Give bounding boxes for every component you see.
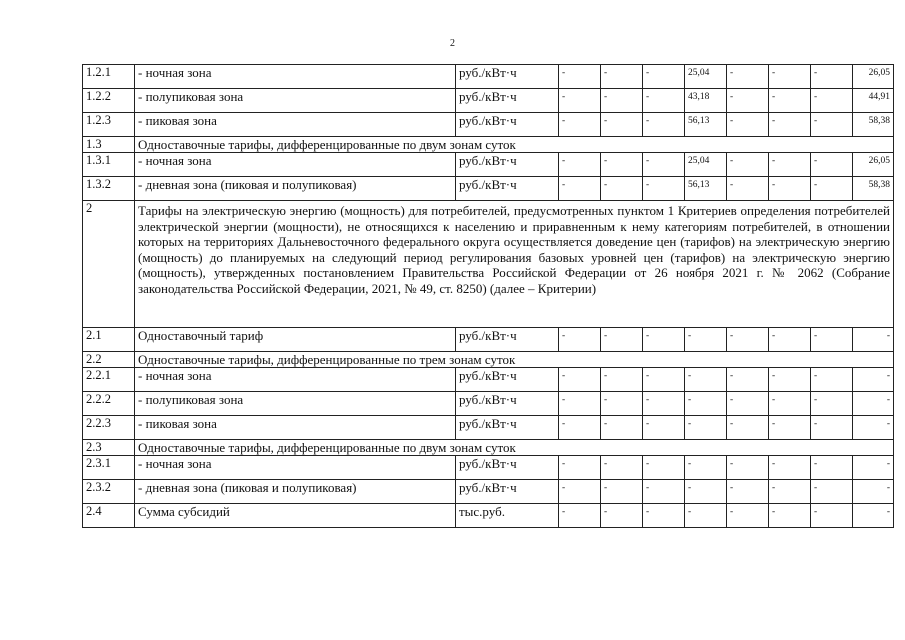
row-value: 56,13 [685,113,727,137]
row-value: - [643,456,685,480]
row-value: - [643,328,685,352]
row-name: - дневная зона (пиковая и полупиковая) [135,480,456,504]
row-value: 56,13 [685,177,727,201]
row-value: - [811,328,853,352]
row-value: 58,38 [853,113,894,137]
row-value: 26,05 [853,65,894,89]
row-value: - [559,368,601,392]
section-number: 2.2 [83,352,135,368]
row-value: - [643,65,685,89]
row-value: - [769,113,811,137]
row-number: 2.4 [83,504,135,528]
row-number: 2.1 [83,328,135,352]
row-value: - [601,65,643,89]
section-number: 1.3 [83,137,135,153]
row-value: - [601,177,643,201]
row-unit: руб./кВт·ч [456,480,559,504]
row-number: 1.3.2 [83,177,135,201]
row-value: - [811,368,853,392]
row-value: 43,18 [685,89,727,113]
row-name: Одноставочный тариф [135,328,456,352]
row-name: - ночная зона [135,65,456,89]
row-unit: тыс.руб. [456,504,559,528]
table-row [83,89,894,113]
row-value: - [769,177,811,201]
row-value: 26,05 [853,153,894,177]
row-unit: руб./кВт·ч [456,392,559,416]
row-value: - [643,416,685,440]
row-value: - [727,480,769,504]
row-value: - [643,392,685,416]
table-row [83,504,894,528]
row-value: 25,04 [685,65,727,89]
row-value: - [643,368,685,392]
row-value: - [853,504,894,528]
row-value: - [643,480,685,504]
section-number: 2.3 [83,440,135,456]
row-value: - [559,153,601,177]
section-header-row [83,440,894,456]
row-value: - [559,416,601,440]
row-value: - [769,416,811,440]
tariff-table [82,64,894,528]
table-row [83,480,894,504]
row-value: 44,91 [853,89,894,113]
row-value: - [727,456,769,480]
row-value: - [769,504,811,528]
row-unit: руб./кВт·ч [456,65,559,89]
row-value: - [685,368,727,392]
section-text-row [83,201,894,328]
row-value: - [685,504,727,528]
row-value: - [769,368,811,392]
row-value: - [853,368,894,392]
table-row [83,177,894,201]
row-value: - [727,89,769,113]
row-value: - [601,480,643,504]
row-name: - полупиковая зона [135,392,456,416]
table-row [83,368,894,392]
row-name: - ночная зона [135,456,456,480]
row-value: - [559,113,601,137]
row-value: - [811,65,853,89]
row-value: - [685,392,727,416]
row-value: - [769,456,811,480]
row-number: 1.2.1 [83,65,135,89]
section-title: Одноставочные тарифы, дифференцированные по трем зонам суток [135,352,894,368]
row-name: - ночная зона [135,368,456,392]
row-value: - [601,504,643,528]
section-header-row [83,137,894,153]
row-value: - [811,89,853,113]
row-value: 58,38 [853,177,894,201]
row-value: - [811,456,853,480]
row-value: - [601,153,643,177]
row-value: - [559,480,601,504]
row-value: - [727,368,769,392]
row-unit: руб./кВт·ч [456,177,559,201]
table-row [83,153,894,177]
row-value: - [643,177,685,201]
row-value: - [559,504,601,528]
row-value: - [769,392,811,416]
row-value: - [769,153,811,177]
row-value: - [601,89,643,113]
row-value: - [853,456,894,480]
row-value: - [769,89,811,113]
row-value: - [727,65,769,89]
row-number: 1.2.3 [83,113,135,137]
tariff-table-body [83,65,894,528]
row-unit: руб./кВт·ч [456,153,559,177]
row-value: - [727,328,769,352]
row-value: - [727,113,769,137]
table-row [83,65,894,89]
row-number: 2.3.1 [83,456,135,480]
section-header-row [83,352,894,368]
row-name: - пиковая зона [135,113,456,137]
row-value: - [559,65,601,89]
table-row [83,456,894,480]
row-number: 2.2.3 [83,416,135,440]
row-name: - дневная зона (пиковая и полупиковая) [135,177,456,201]
row-value: - [769,480,811,504]
row-value: - [601,328,643,352]
row-name: - полупиковая зона [135,89,456,113]
section-number: 2 [83,201,135,328]
row-value: - [601,392,643,416]
row-value: - [643,153,685,177]
row-unit: руб./кВт·ч [456,368,559,392]
row-value: - [811,504,853,528]
row-value: - [601,456,643,480]
row-unit: руб./кВт·ч [456,113,559,137]
row-number: 2.2.2 [83,392,135,416]
row-value: - [601,368,643,392]
row-unit: руб./кВт·ч [456,89,559,113]
row-value: - [811,177,853,201]
row-value: - [601,113,643,137]
row-number: 2.2.1 [83,368,135,392]
row-value: - [601,416,643,440]
row-value: - [685,328,727,352]
section-title: Одноставочные тарифы, дифференцированные по двум зонам суток [135,440,894,456]
row-name: - пиковая зона [135,416,456,440]
row-name: - ночная зона [135,153,456,177]
row-value: - [559,328,601,352]
row-value: - [559,89,601,113]
row-value: - [643,89,685,113]
row-value: - [811,153,853,177]
row-value: - [643,504,685,528]
row-value: - [769,328,811,352]
row-value: - [853,480,894,504]
table-row [83,328,894,352]
row-number: 1.2.2 [83,89,135,113]
row-value: - [811,113,853,137]
row-value: - [727,153,769,177]
row-unit: руб./кВт·ч [456,416,559,440]
row-value: - [853,328,894,352]
row-unit: руб./кВт·ч [456,456,559,480]
row-value: - [727,392,769,416]
row-value: - [685,456,727,480]
row-value: - [811,416,853,440]
row-name: Сумма субсидий [135,504,456,528]
section-title: Одноставочные тарифы, дифференцированные по двум зонам суток [135,137,894,153]
table-row [83,113,894,137]
row-value: - [727,504,769,528]
row-value: - [643,113,685,137]
row-value: - [811,480,853,504]
row-value: - [727,416,769,440]
row-value: - [853,392,894,416]
row-value: - [559,456,601,480]
row-value: - [685,416,727,440]
row-value: - [769,65,811,89]
section-description: Тарифы на электрическую энергию (мощность) для потребителей, предусмотренных пунктом 1 Критериев определения потребителей электрической энергии (мощности), не относящихся к населению и приравненным к нему категориям потребителей, в отношении которых на территориях Дальневосточного федерального округа осуществляется доведение цен (тарифов) на электрическую энергию (мощность) до планируемых на следующий период регулирования базовых уровней цен (тарифов) на электрическую энергию (мощность), утвержденных постановлением Правительства Российской Федерации от 26 ноября 2021 г. № 2062 (Собрание законодательства Российской Федерации, 2021, № 49, ст. 8250) (далее – Критерии) [135,201,894,328]
page-number: 2 [450,38,455,49]
row-value: - [853,416,894,440]
row-unit: руб./кВт·ч [456,328,559,352]
row-value: - [685,480,727,504]
row-number: 1.3.1 [83,153,135,177]
row-value: - [811,392,853,416]
row-value: - [727,177,769,201]
row-value: - [559,177,601,201]
row-value: 25,04 [685,153,727,177]
row-number: 2.3.2 [83,480,135,504]
table-row [83,416,894,440]
row-value: - [559,392,601,416]
table-row [83,392,894,416]
